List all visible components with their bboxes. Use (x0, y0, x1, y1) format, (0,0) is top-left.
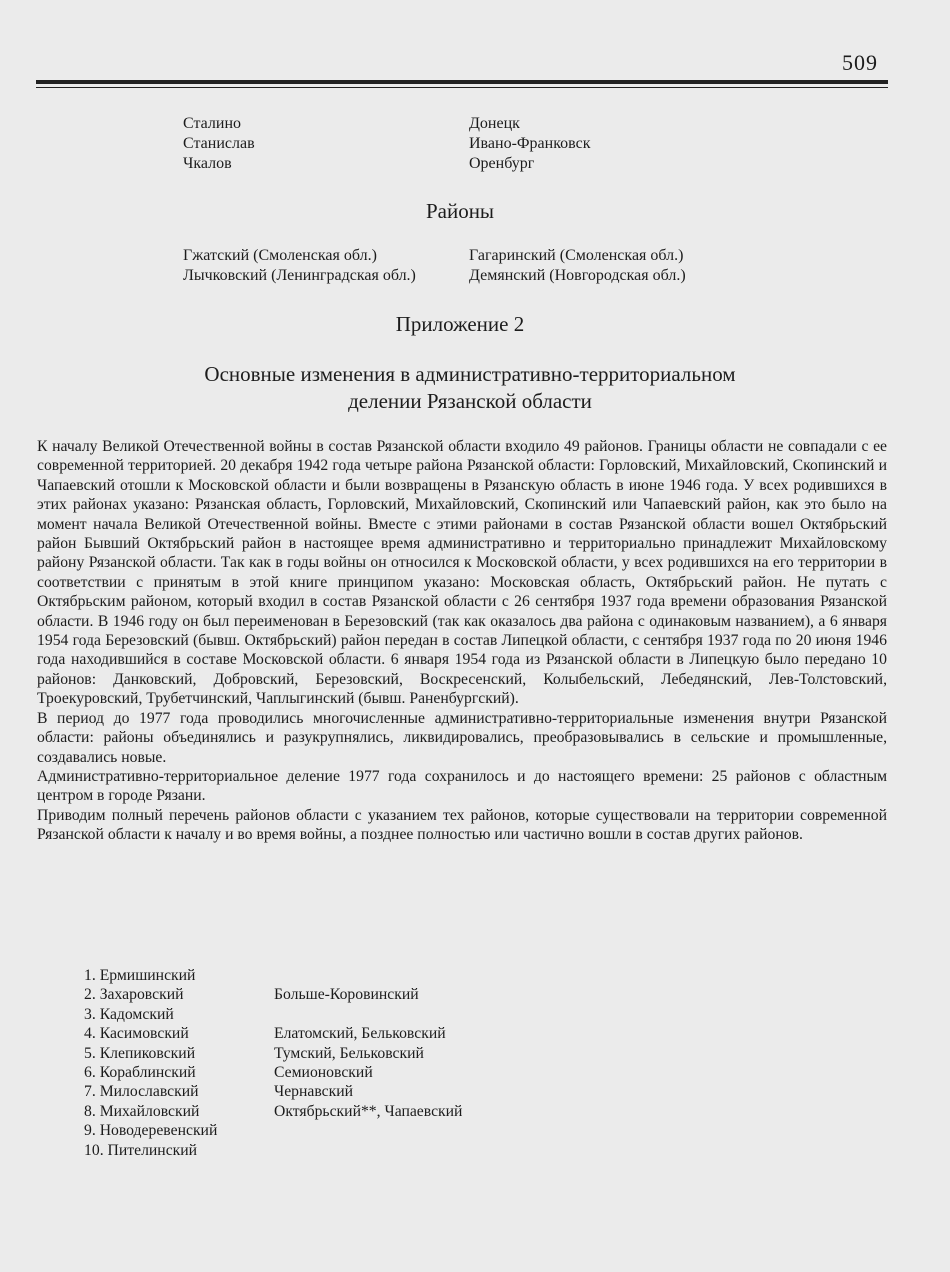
merged-districts: Чернавский (274, 1083, 354, 1101)
district-name: 7. Милославский (84, 1083, 199, 1101)
list-item (84, 1082, 604, 1101)
merged-districts (274, 1005, 604, 1024)
district-name: 2. Захаровский (84, 986, 184, 1004)
district-renames (183, 246, 743, 286)
district-name: 4. Касимовский (84, 1025, 189, 1043)
list-item (84, 985, 604, 1004)
list-item (84, 1063, 604, 1082)
list-item (84, 1044, 604, 1063)
list-item (84, 1024, 604, 1043)
district-name: 5. Клепиковский (84, 1044, 196, 1062)
district-row (183, 266, 743, 286)
district-row (183, 246, 743, 266)
district-name: 6. Кораблинский (84, 1064, 196, 1082)
old-name: Гжатский (Смоленская обл.) (183, 247, 377, 264)
merged-districts: Семионовский (274, 1064, 373, 1082)
new-name: Оренбург (469, 155, 535, 172)
old-name: Сталино (183, 115, 241, 132)
paragraph: В период до 1977 года проводились многочисленные административно-территориальные изменения внутри Рязанской области: районы объединялись и разукрупнялись, ликвидировались, преобразовывались в сельские и промышленные, создавались новые. (37, 709, 887, 766)
list-item (84, 1121, 604, 1140)
old-name: Станислав (183, 135, 255, 152)
district-name: 8. Михайловский (84, 1102, 200, 1120)
district-name: 1. Ермишинский (84, 967, 196, 984)
paragraph: Административно-территориальное деление 1977 года сохранилось и до настоящего времени: 25 районов с областным центром в городе Рязани. (37, 767, 887, 805)
merged-districts (274, 1141, 604, 1160)
city-row (183, 134, 743, 154)
new-name: Демянский (Новгородская обл.) (469, 267, 686, 284)
old-name: Лычковский (Ленинградская обл.) (183, 267, 416, 284)
body-text (37, 437, 887, 845)
merged-districts: Октябрьский**, Чапаевский (274, 1102, 463, 1120)
city-row (183, 154, 743, 174)
old-name: Чкалов (183, 155, 232, 172)
district-name: 9. Новодеревенский (84, 1122, 218, 1140)
merged-districts (274, 966, 604, 985)
list-item (84, 1102, 604, 1121)
page-title (120, 361, 820, 415)
new-name: Гагаринский (Смоленская обл.) (469, 247, 684, 264)
merged-districts: Больше-Коровинский (274, 986, 419, 1004)
merged-districts (274, 1121, 604, 1140)
list-item (84, 1141, 604, 1160)
list-item (84, 966, 604, 985)
paragraph: Приводим полный перечень районов области с указанием тех районов, которые существовали на территории современной Рязанской области к началу и во время войны, а позднее полностью или частично вошли в состав других районов. (37, 806, 887, 844)
district-name: 3. Кадомский (84, 1005, 174, 1023)
city-row (183, 114, 743, 134)
merged-districts: Тумский, Бельковский (274, 1044, 424, 1062)
page-number: 509 (842, 50, 878, 75)
merged-districts: Елатомский, Бельковский (274, 1025, 446, 1043)
new-name: Донецк (469, 115, 520, 132)
city-renames (183, 114, 743, 174)
header-rule-thick (36, 80, 888, 84)
districts-heading: Районы (425, 199, 495, 223)
title-line-2: делении Рязанской области (348, 389, 592, 413)
title-line-1: Основные изменения в административно-территориальном (204, 362, 736, 386)
header-rule-thin (36, 87, 888, 88)
district-name: 10. Пителинский (84, 1141, 198, 1159)
paragraph: К началу Великой Отечественной войны в состав Рязанской области входило 49 районов. Границы области не совпадали с ее современной территорией. 20 декабря 1942 года четыре района Рязанской области: Горловский, Михайловский, Скопинский и Чапаевский отошли к Московской области и были возвращены в Рязанскую область в июне 1946 года. У всех родившихся в этих районах указано: Рязанская область, Горловский, Михайловский, Скопинский или Чапаевский район, как это было на момент начала Великой Отечественной войны. Вместе с этими районами в состав Рязанской области вошел Октябрьский район Бывший Октябрьский район в настоящее время административно и территориально принадлежит Михайловскому району Рязанской области. Так как в годы войны он относился к Московской области, у всех родившихся на его территории в соответствии с принятым в этой книге принципом указано: Московская область, Октябрьский район. Не путать с Октябрьским районом, который входил в состав Рязанской области с 26 сентября 1937 года времени образования Рязанской области. В 1946 году он был переименован в Березовский (так как оказалось два района с одинаковым названием), а 6 января 1954 года Березовский (бывш. Октябрьский) район передан в состав Липецкой области, с сентября 1937 года по 20 июня 1946 года находившийся в составе Московской области. 6 января 1954 года из Рязанской области в Липецкую было передано 10 районов: Данковский, Добровский, Березовский, Воскресенский, Колыбельский, Лебедянский, Лев-Толстовский, Троекуровский, Трубетчинский, Чаплыгинский (бывш. Раненбургский). (37, 438, 887, 708)
new-name: Ивано-Франковск (469, 135, 591, 152)
appendix-heading: Приложение 2 (395, 312, 525, 336)
list-item (84, 1005, 604, 1024)
district-list (84, 966, 604, 1160)
